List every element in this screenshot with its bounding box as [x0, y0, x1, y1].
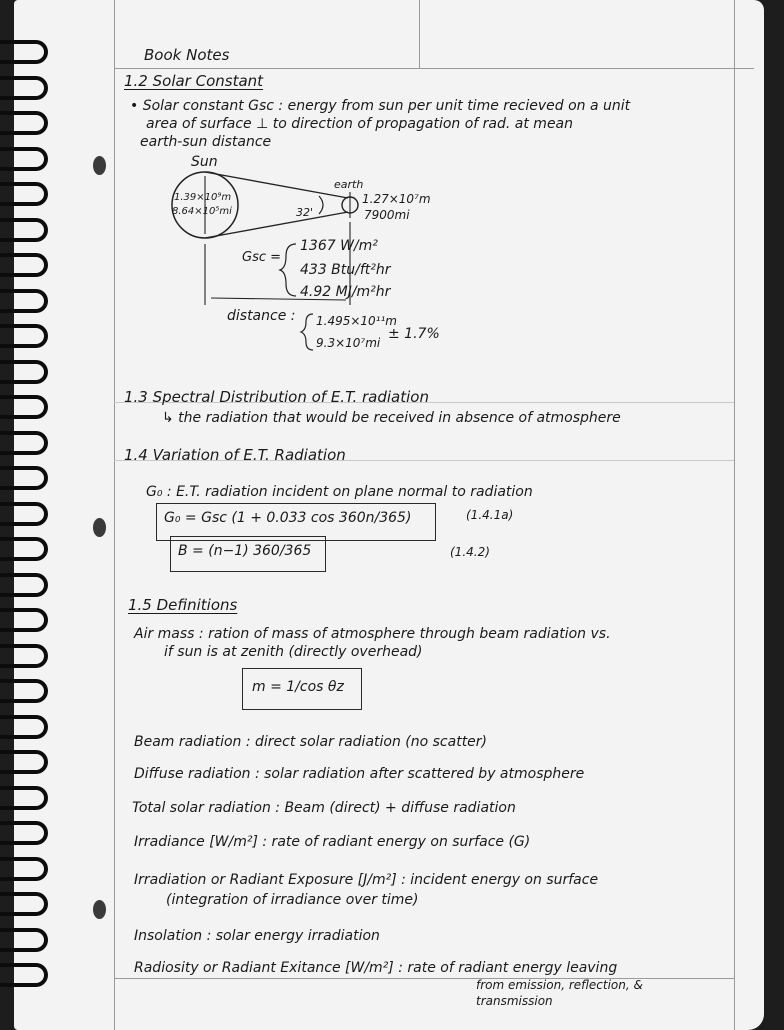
binding-coil: [0, 644, 48, 668]
solar-constant-line-3: earth-sun distance: [140, 134, 272, 150]
beam-radiation-definition: Beam radiation : direct solar radiation (no scatter): [134, 734, 488, 750]
binding-coil: [0, 182, 48, 206]
gsc-value-mj: 4.92 MJ/m²hr: [300, 284, 391, 300]
binding-coil: [0, 573, 48, 597]
air-mass-definition: Air mass : ration of mass of atmosphere through beam radiation vs.: [134, 626, 611, 642]
angle-label: 32': [296, 206, 314, 219]
binding-coil: [0, 76, 48, 100]
total-solar-radiation-definition: Total solar radiation : Beam (direct) + diffuse radiation: [132, 800, 516, 816]
binding-coil: [0, 218, 48, 242]
gsc-value-btu: 433 Btu/ft²hr: [300, 262, 391, 278]
section-heading-1-3: 1.3 Spectral Distribution of E.T. radiation: [124, 388, 429, 406]
distance-value-m: 1.495×10¹¹m: [316, 314, 397, 328]
equation-1-4-1a: G₀ = Gsc (1 + 0.033 cos 360n/365): [164, 510, 412, 526]
equation-1-4-2: B = (n−1) 360/365: [178, 543, 312, 559]
distance-value-mi: 9.3×10⁷mi: [316, 336, 381, 350]
distance-brace: [301, 314, 313, 350]
binding-coil: [0, 679, 48, 703]
irradiation-definition: Irradiation or Radiant Exposure [J/m²] : incident energy on surface: [134, 872, 599, 888]
solar-constant-line-1: • Solar constant Gsc : energy from sun per unit time recieved on a unit: [130, 98, 631, 114]
binding-coil: [0, 821, 48, 845]
insolation-definition: Insolation : solar energy irradiation: [134, 928, 380, 944]
sun-diameter-m: 1.39×10⁹m: [174, 192, 232, 203]
section-heading-1-5: 1.5 Definitions: [128, 596, 238, 614]
binding-coil: [0, 360, 48, 384]
radiosity-definition: Radiosity or Radiant Exitance [W/m²] : rate of radiant energy leaving: [134, 960, 618, 976]
irradiation-definition-cont: (integration of irradiance over time): [166, 892, 419, 908]
distance-tolerance: ± 1.7%: [388, 326, 440, 342]
binding-coil: [0, 502, 48, 526]
binding-coil: [0, 963, 48, 987]
binding-coil: [0, 466, 48, 490]
binding-coil: [0, 253, 48, 277]
diffuse-radiation-definition: Diffuse radiation : solar radiation after scattered by atmosphere: [134, 766, 585, 782]
equation-ref-1-4-2: (1.4.2): [450, 545, 490, 559]
distance-label: distance :: [227, 308, 296, 324]
binding-coil: [0, 111, 48, 135]
earth-diameter-mi: 7900mi: [364, 208, 410, 222]
equation-ref-1-4-1a: (1.4.1a): [466, 508, 514, 522]
gsc-brace: [280, 244, 296, 296]
sun-diameter-mi: 8.64×10⁵mi: [172, 206, 232, 217]
section-heading-1-2: 1.2 Solar Constant: [124, 72, 264, 90]
equation-air-mass: m = 1/cos θz: [252, 679, 344, 695]
irradiance-definition: Irradiance [W/m²] : rate of radiant energy on surface (G): [134, 834, 531, 850]
binding-coil: [0, 715, 48, 739]
notebook-page: [14, 0, 764, 1030]
gsc-label: Gsc =: [242, 250, 282, 265]
binding-coil: [0, 786, 48, 810]
earth-label: earth: [334, 178, 364, 191]
binding-coil: [0, 857, 48, 881]
binding-coil: [0, 431, 48, 455]
sun-label: Sun: [191, 154, 218, 170]
binding-coil: [0, 147, 48, 171]
binding-coil: [0, 537, 48, 561]
radiosity-definition-cont-2: transmission: [476, 994, 553, 1008]
binding-coil: [0, 395, 48, 419]
solar-constant-line-2: area of surface ⊥ to direction of propagation of rad. at mean: [146, 116, 574, 132]
binding-coil: [0, 324, 48, 348]
angle-arc: [319, 196, 323, 214]
et-radiation-definition: G₀ : E.T. radiation incident on plane normal to radiation: [146, 484, 533, 500]
binding-coil: [0, 608, 48, 632]
spectral-distribution-line: ↳ the radiation that would be received in absence of atmosphere: [162, 410, 621, 426]
binding-coil: [0, 750, 48, 774]
gsc-value-w: 1367 W/m²: [300, 238, 378, 254]
section-heading-1-4: 1.4 Variation of E.T. Radiation: [124, 446, 346, 464]
binding-coil: [0, 289, 48, 313]
page-title: Book Notes: [144, 46, 230, 64]
binding-coil: [0, 928, 48, 952]
radiosity-definition-cont: from emission, reflection, &: [476, 978, 643, 992]
earth-diameter-m: 1.27×10⁷m: [362, 192, 431, 206]
binding-coil: [0, 892, 48, 916]
air-mass-definition-cont: if sun is at zenith (directly overhead): [164, 644, 423, 660]
binding-coil: [0, 40, 48, 64]
